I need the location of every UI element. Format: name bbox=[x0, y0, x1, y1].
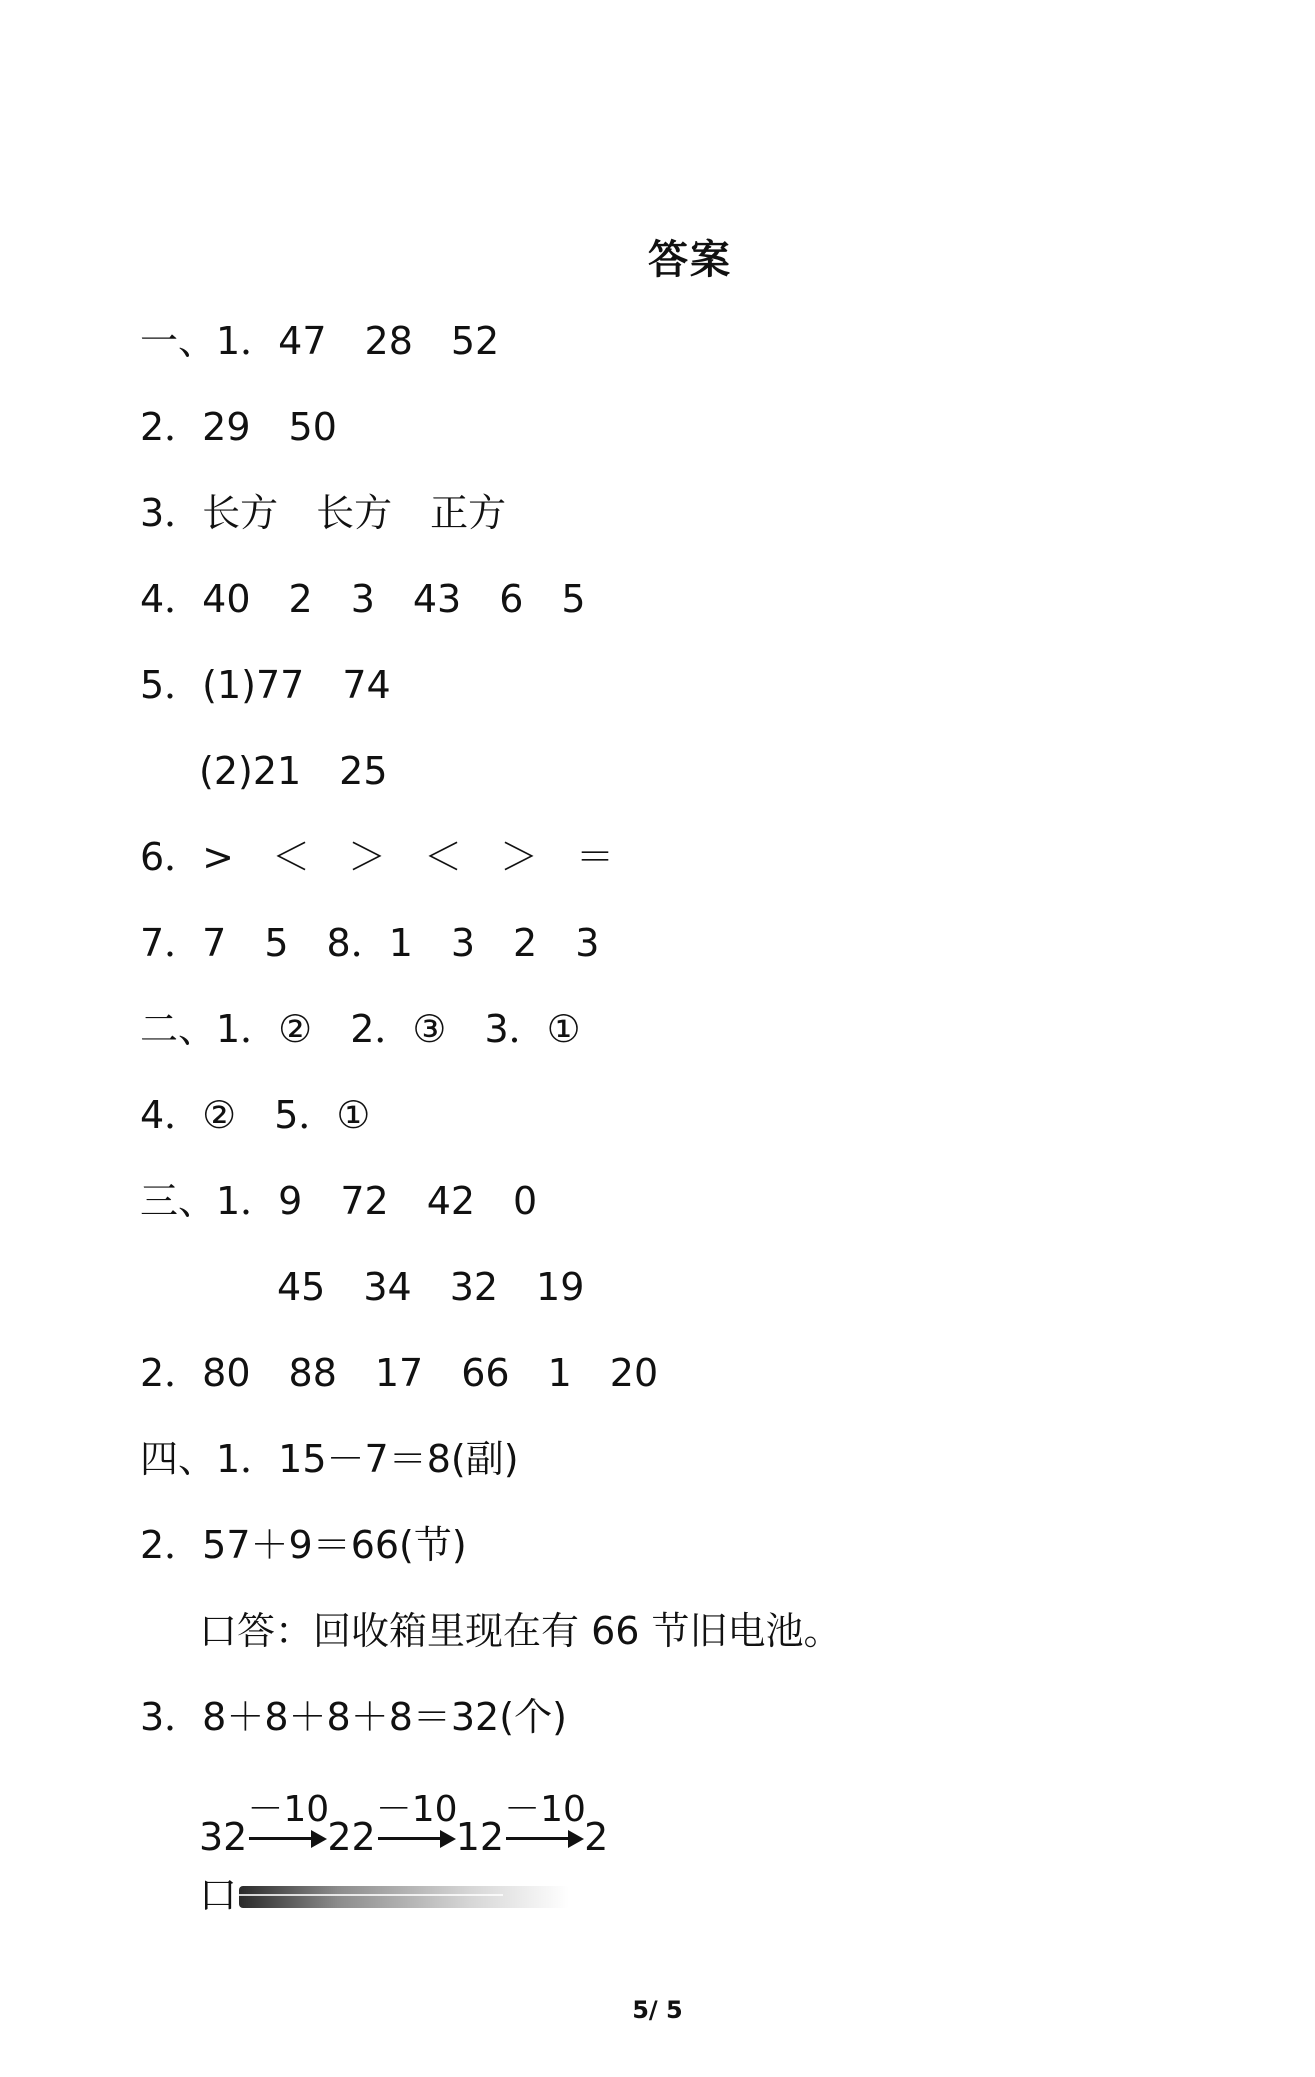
truncated-answer-line bbox=[199, 1872, 237, 1918]
answer-line: 2．29 50 bbox=[140, 405, 337, 449]
answer-line: 二、1．② 2．③ 3．① bbox=[140, 1007, 581, 1051]
arrow-head-icon bbox=[568, 1830, 584, 1848]
answer-line: 口答：回收箱里现在有 66 节旧电池。 bbox=[199, 1609, 842, 1653]
page-title: 答案 bbox=[648, 237, 732, 283]
answer-line: 6．> ＜ ＞ ＜ ＞ ＝ bbox=[140, 835, 615, 879]
arrow-op-label: －10 bbox=[247, 1789, 330, 1830]
answer-line: 三、1．9 72 42 0 bbox=[140, 1179, 538, 1223]
arrow-chain bbox=[199, 1790, 608, 1880]
arrow-op-label: －10 bbox=[504, 1789, 586, 1830]
answer-line: (2)21 25 bbox=[199, 749, 388, 793]
arrow-shaft bbox=[249, 1837, 315, 1840]
chain-result: 12 bbox=[455, 1815, 505, 1859]
arrow-shaft bbox=[378, 1837, 444, 1840]
arrow-step bbox=[504, 1790, 584, 1860]
arrow-op-label: －10 bbox=[375, 1789, 458, 1830]
answer-line: 2．57＋9＝66(节) bbox=[140, 1523, 467, 1567]
answer-line: 四、1．15－7＝8(副) bbox=[140, 1437, 519, 1481]
arrow-shaft bbox=[506, 1837, 572, 1840]
arrow-step bbox=[376, 1790, 456, 1860]
answer-line: 3．长方 长方 正方 bbox=[140, 491, 507, 535]
chain-result: 22 bbox=[327, 1815, 376, 1859]
answer-line: 一、1．47 28 52 bbox=[140, 319, 500, 363]
answer-line: 4．40 2 3 43 6 5 bbox=[140, 577, 586, 621]
truncated-answer-start: 口 bbox=[199, 1873, 238, 1917]
answer-line: 3．8＋8＋8＋8＝32(个) bbox=[140, 1695, 567, 1739]
arrow-step bbox=[247, 1789, 330, 1860]
arrow-head-icon bbox=[311, 1830, 327, 1848]
chain-start: 32 bbox=[199, 1815, 248, 1859]
answer-line: 2．80 88 17 66 1 20 bbox=[140, 1351, 659, 1395]
smeared-text-artifact bbox=[239, 1886, 569, 1908]
chain-result: 2 bbox=[584, 1815, 609, 1859]
arrow-head-icon bbox=[440, 1830, 456, 1848]
answer-line: 4．② 5．① bbox=[140, 1093, 371, 1137]
answer-line: 5．(1)77 74 bbox=[140, 663, 391, 707]
answer-line: 45 34 32 19 bbox=[277, 1265, 585, 1309]
page-number: 5/ 5 bbox=[632, 1996, 683, 2024]
answer-line: 7．7 5 8．1 3 2 3 bbox=[140, 921, 600, 965]
